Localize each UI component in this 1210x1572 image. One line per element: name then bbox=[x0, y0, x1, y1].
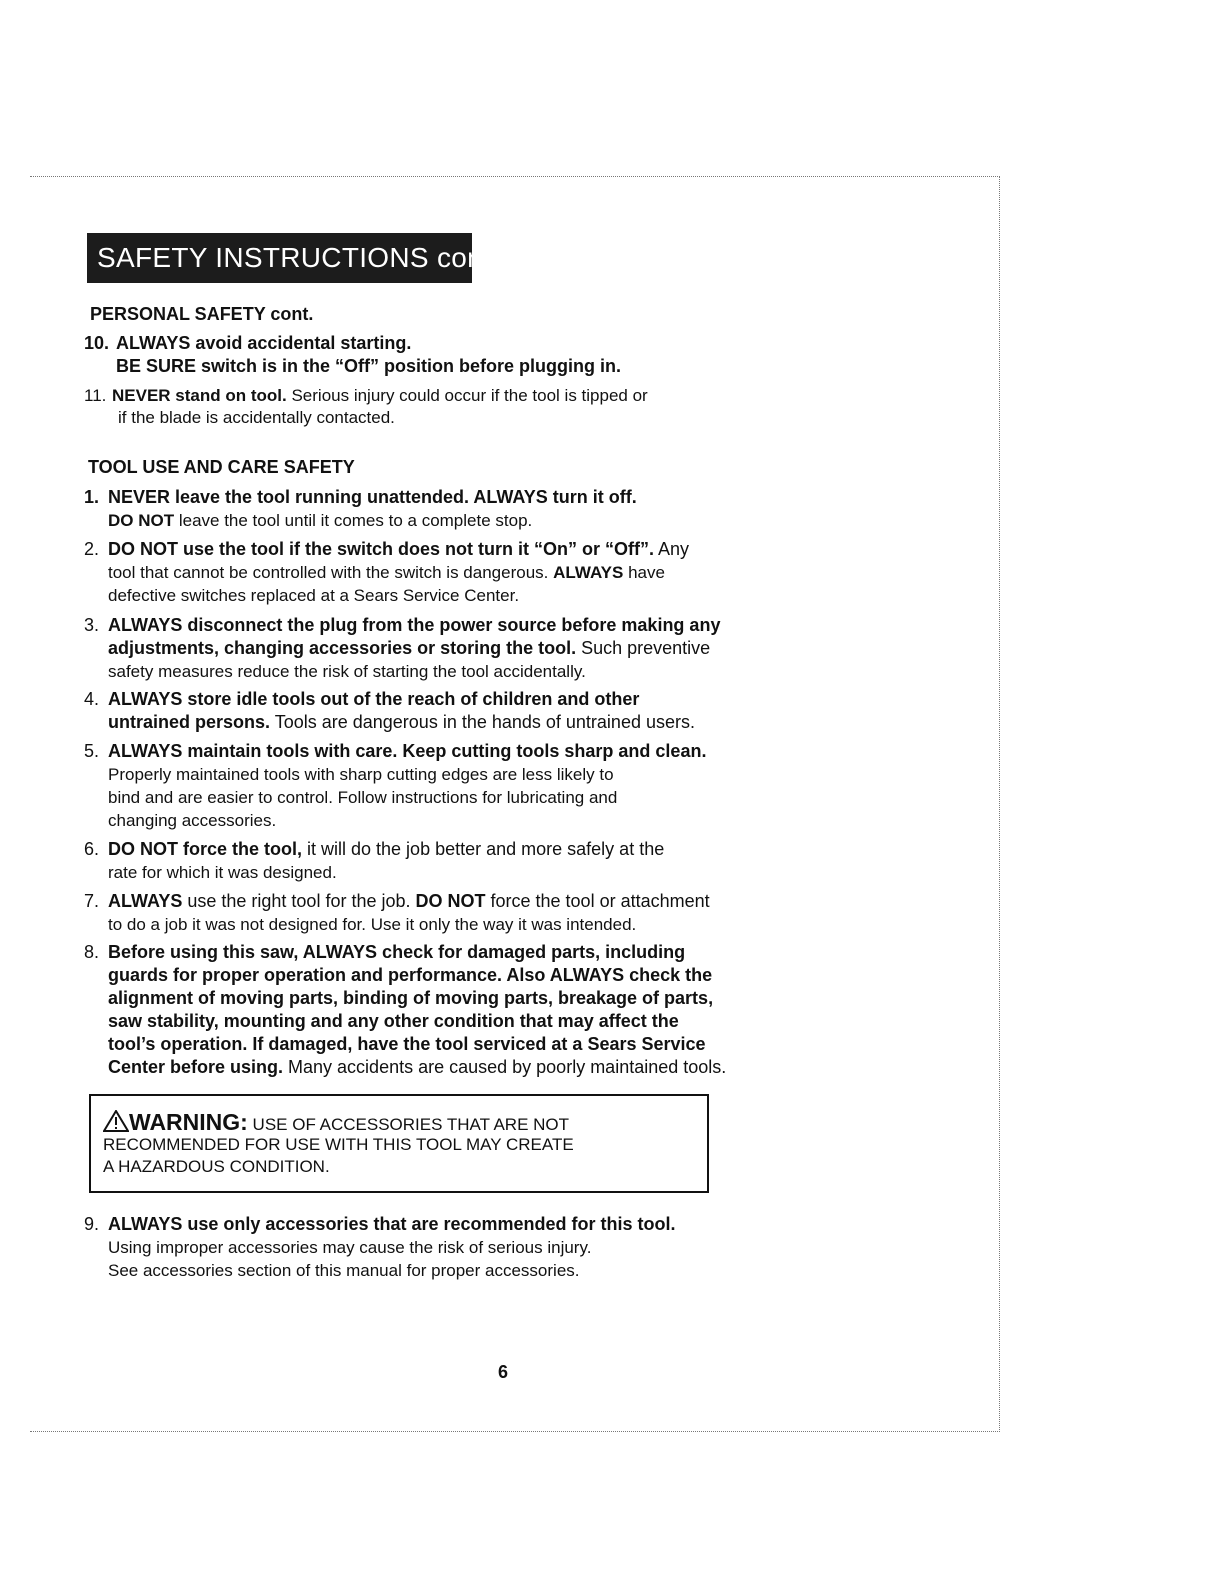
list-item: 11. NEVER stand on tool. Serious injury could occur if the tool is tipped or if the blade is accidentally contacted. bbox=[84, 386, 648, 427]
list-item: 8. Before using this saw, ALWAYS check for damaged parts, including guards for proper operation and performance. Also ALWAYS check the alignment of moving parts, binding of moving parts, breakage of parts, saw stability, mounting and any other condition that may affect the tool’s operation. If damaged, have the tool serviced at a Sears Service Center before using. Many accidents are caused by poorly maintained tools. bbox=[84, 942, 727, 1077]
list-item: 2. DO NOT use the tool if the switch does not turn it “On” or “Off”. Any tool that cannot be controlled with the switch is dangerous. ALWAYS have defective switches replaced at a Sears Service Center. bbox=[84, 539, 690, 605]
list-item: 5. ALWAYS maintain tools with care. Keep cutting tools sharp and clean. Properly maintained tools with sharp cutting edges are less likely to bind and are easier to control. Follow instructions for lubricating and changing accessories. bbox=[84, 741, 707, 830]
list-item: 4. ALWAYS store idle tools out of the reach of children and other untrained persons. Tools are dangerous in the hands of untrained users. bbox=[84, 689, 695, 732]
personal-safety-heading: PERSONAL SAFETY cont. bbox=[90, 304, 314, 324]
list-item: 10. ALWAYS avoid accidental starting. BE SURE switch is in the “Off” position before plugging in. bbox=[84, 333, 622, 376]
warning-title: WARNING: bbox=[129, 1109, 248, 1135]
list-item: 7. ALWAYS use the right tool for the job. DO NOT force the tool or attachment to do a job it was not designed for. Use it only the way it was intended. bbox=[84, 891, 710, 934]
section-banner: SAFETY INSTRUCTIONS cont. bbox=[87, 233, 472, 283]
tool-use-heading: TOOL USE AND CARE SAFETY bbox=[88, 457, 355, 477]
list-item: 1. NEVER leave the tool running unattended. ALWAYS turn it off. DO NOT leave the tool until it comes to a complete stop. bbox=[84, 487, 637, 530]
page-number: 6 bbox=[498, 1362, 509, 1382]
warning-triangle-icon bbox=[103, 1110, 129, 1132]
list-item: 3. ALWAYS disconnect the plug from the power source before making any adjustments, changing accessories or storing the tool. Such preventive safety measures reduce the risk of starting the tool accidentally. bbox=[84, 615, 721, 681]
warning-box: WARNING: USE OF ACCESSORIES THAT ARE NOT RECOMMENDED FOR USE WITH THIS TOOL MAY CREATE A HAZARDOUS CONDITION. bbox=[89, 1094, 709, 1193]
list-item: 6. DO NOT force the tool, it will do the job better and more safely at the rate for which it was designed. bbox=[84, 839, 665, 882]
list-item: 9. ALWAYS use only accessories that are recommended for this tool. Using improper accessories may cause the risk of serious injury. See accessories section of this manual for proper accessories. bbox=[84, 1214, 676, 1280]
